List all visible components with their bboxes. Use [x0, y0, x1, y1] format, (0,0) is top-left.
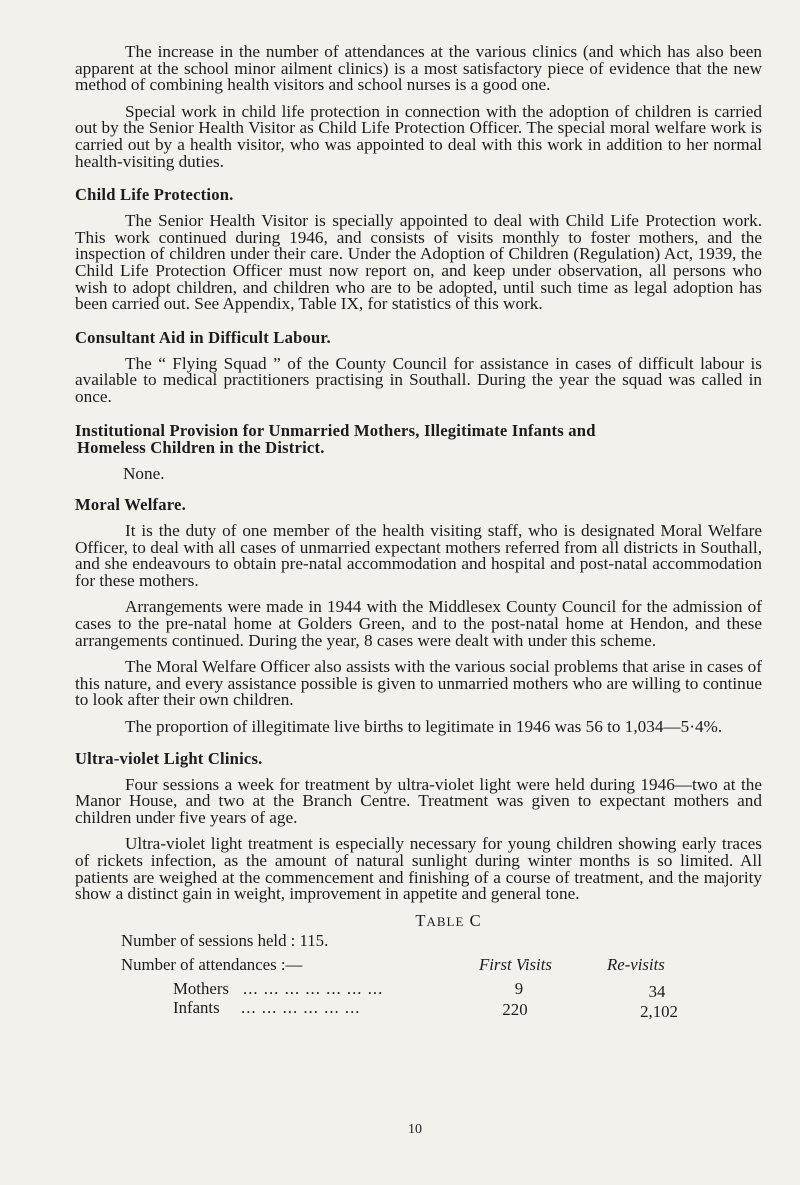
row-label-mothers: Mothers [173, 978, 229, 998]
column-first-visits: First Visits [479, 954, 552, 974]
ultra-violet-paragraph-1: Four sessions a week for treatment by ultra-violet light were held during 1946—two at the Manor House, and two at the Branch Centre. Treatment was given to expectant mothers and children under five years of age. [75, 774, 762, 827]
row-dots-mothers: ... ... ... ... ... ... ... [243, 978, 384, 998]
heading-moral-welfare: Moral Welfare. [75, 495, 186, 515]
ultra-violet-paragraph-2: Ultra-violet light treatment is especially necessary for young children showing early traces of rickets infection, as the amount of natural sunlight during winter months is so limited. All patients are weighed at the commencement and finishing of a course of treatment, and the majority show a distinct gain in weight, improvement in appetite and general tone. [75, 834, 762, 904]
intro-paragraph-2: Special work in child life protection in connection with the adoption of children is carried out by the Senior Health Visitor as Child Life Protection Officer. The special moral welfare work is carried out by a health visitor, who was appointed to deal with this work in addition to her normal health-visiting duties. [75, 101, 762, 171]
intro-paragraph-1: The increase in the number of attendances at the various clinics (and which has also been apparent at the school minor ailment clinics) is a most satisfactory piece of evidence that the new method of combining health visitors and school nurses is a good one. [75, 42, 762, 95]
table-sessions-line: Number of sessions held : 115. [121, 930, 329, 950]
moral-welfare-paragraph-3: The Moral Welfare Officer also assists with the various social problems that arise in cases of this nature, and every assistance possible is given to unmarried mothers who are willing to continue to look after their own children. [75, 657, 762, 710]
table-row-infants [75, 997, 762, 1021]
moral-welfare-paragraph-2: Arrangements were made in 1944 with the Middlesex County Council for the admission of cases to the pre-natal home at Golders Green, and to the post-natal home at Hendon, and these arrangements continued. During the year, 8 cases were dealt with under this scheme. [75, 597, 762, 650]
heading-institutional-line-1: Institutional Provision for Unmarried Mothers, Illegitimate Infants and [75, 420, 596, 440]
consultant-paragraph: The “ Flying Squad ” of the County Council for assistance in cases of difficult labour is available to medical practitioners practising in Southall. During the year the squad was called in once. [75, 353, 762, 406]
table-title-letter: C [469, 910, 482, 930]
cell-infants-first-visits: 220 [502, 999, 528, 1019]
cell-mothers-re-visits: 34 [648, 981, 666, 1001]
heading-consultant-aid: Consultant Aid in Difficult Labour. [75, 327, 331, 347]
column-re-visits: Re-visits [607, 954, 665, 974]
table-attendances-label: Number of attendances :— [121, 954, 303, 974]
heading-child-life-protection: Child Life Protection. [75, 185, 234, 205]
moral-welfare-paragraph-1: It is the duty of one member of the health visiting staff, who is designated Moral Welfare Officer, to deal with all cases of unmarried expectant mothers referred from all districts in Southall, and she endeavours to obtain pre-natal accommodation and hospital and post-natal accommodation for these mothers. [75, 521, 762, 590]
cell-infants-re-visits: 2,102 [640, 1001, 678, 1021]
moral-welfare-paragraph-4: The proportion of illegitimate live births to legitimate in 1946 was 56 to 1,034—5·4%. [125, 717, 723, 737]
table-title [135, 911, 762, 931]
row-label-infants: Infants [173, 997, 220, 1017]
child-life-paragraph: The Senior Health Visitor is specially appointed to deal with Child Life Protection work. This work continued during 1946, and consists of visits monthly to foster mothers, and the inspection of children under their care. Under the Adoption of Children (Regulation) Act, 1939, the Child Life Protection Officer must now report on, and keep under observation, all persons who wish to adopt children, and children who are to be adopted, until such time as legal adoption has been carried out. See Appendix, Table IX, for statistics of this work. [75, 211, 762, 314]
heading-institutional-line-2: Homeless Children in the District. [77, 437, 325, 457]
page-number: 10 [408, 1122, 422, 1137]
table-title-rest: ABLE [426, 913, 465, 929]
institutional-paragraph: None. [123, 463, 165, 483]
table-header-row [75, 955, 762, 974]
heading-institutional-provision [75, 422, 762, 456]
heading-ultra-violet-clinics: Ultra-violet Light Clinics. [75, 748, 263, 768]
table-row-mothers [75, 978, 762, 1001]
cell-mothers-first-visits: 9 [514, 978, 524, 998]
table-title-initial: T [415, 910, 427, 930]
row-dots-infants: ... ... ... ... ... ... [241, 997, 361, 1017]
